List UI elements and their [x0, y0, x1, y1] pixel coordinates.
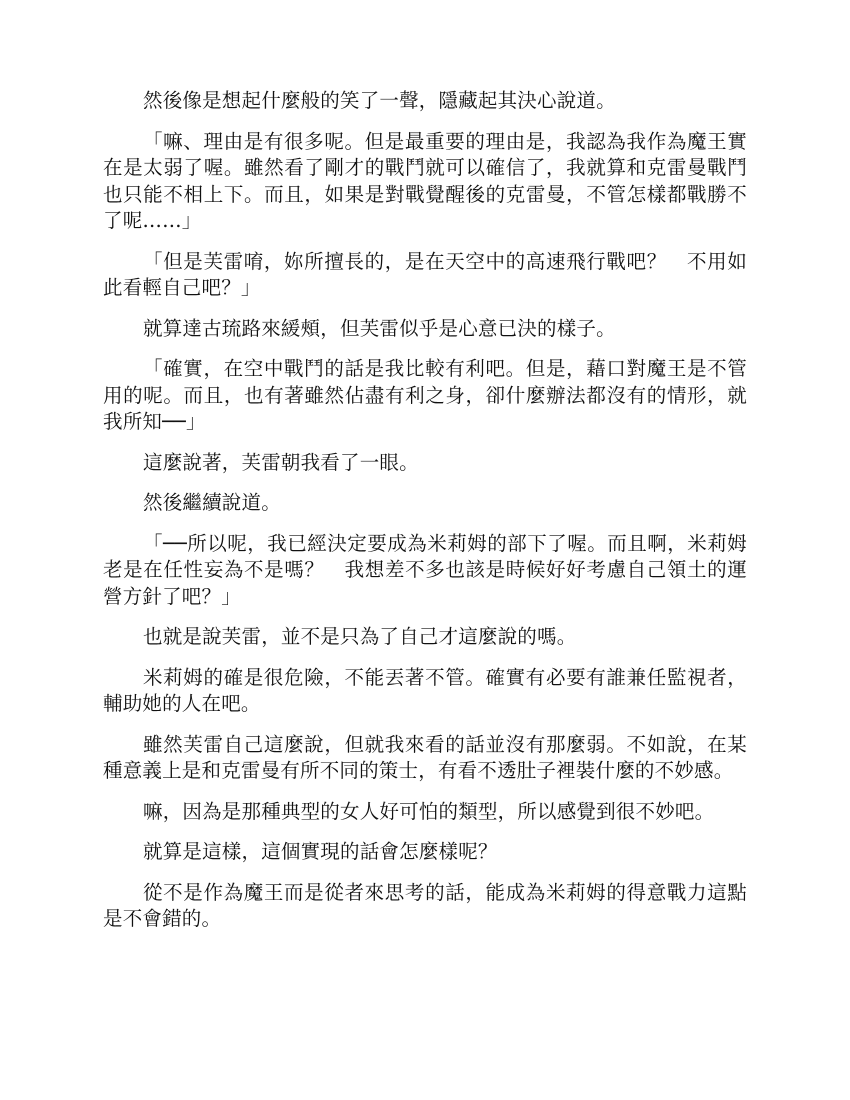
paragraph: 雖然芙雷自己這麼說，但就我來看的話並沒有那麼弱。不如說，在某種意義上是和克雷曼有所不同的策士，有看不透肚子裡裝什麼的不妙感。: [103, 732, 747, 782]
paragraph: 「──所以呢，我已經決定要成為米莉姆的部下了喔。而且啊，米莉姆老是在任性妄為不是嗎？ 我想差不多也該是時候好好考慮自己領土的運營方針了吧？」: [103, 531, 747, 608]
paragraph: 就算達古琉路來緩頰，但芙雷似乎是心意已決的樣子。: [143, 316, 616, 340]
paragraph: 然後像是想起什麼般的笑了一聲，隱藏起其決心說道。: [143, 89, 616, 112]
paragraph: 「嘛、理由是有很多呢。但是最重要的理由是，我認為我作為魔王實在是太弱了喔。雖然看了剛才的戰鬥就可以確信了，我就算和克雷曼戰鬥也只能不相上下。而且，如果是對戰覺醒後的克雷曼，不管怎樣都戰勝不了呢……」: [103, 129, 747, 232]
document-page: [103, 88, 747, 947]
paragraph: 米莉姆的確是很危險，不能丟著不管。確實有必要有誰兼任監視者，輔助她的人在吧。: [103, 665, 747, 715]
paragraph: 也就是說芙雷，並不是只為了自己才這麼說的嗎。: [143, 625, 577, 648]
paragraph: 然後繼續說道。: [143, 491, 281, 514]
paragraph: 這麼說著，芙雷朝我看了一眼。: [143, 450, 419, 474]
paragraph: 「確實，在空中戰鬥的話是我比較有利吧。但是，藉口對魔王是不管用的呢。而且，也有著雖然佔盡有利之身，卻什麼辦法都沒有的情形，就我所知──」: [103, 357, 747, 433]
paragraph: 就算是這樣，這個實現的話會怎麼樣呢？: [143, 840, 498, 863]
paragraph: 「但是芙雷唷，妳所擅長的，是在天空中的高速飛行戰吧？ 不用如此看輕自己吧？」: [103, 249, 747, 299]
paragraph: 從不是作為魔王而是從者來思考的話，能成為米莉姆的得意戰力這點是不會錯的。: [103, 880, 747, 930]
paragraph: 嘛，因為是那種典型的女人好可怕的類型，所以感覺到很不妙吧。: [143, 799, 715, 823]
